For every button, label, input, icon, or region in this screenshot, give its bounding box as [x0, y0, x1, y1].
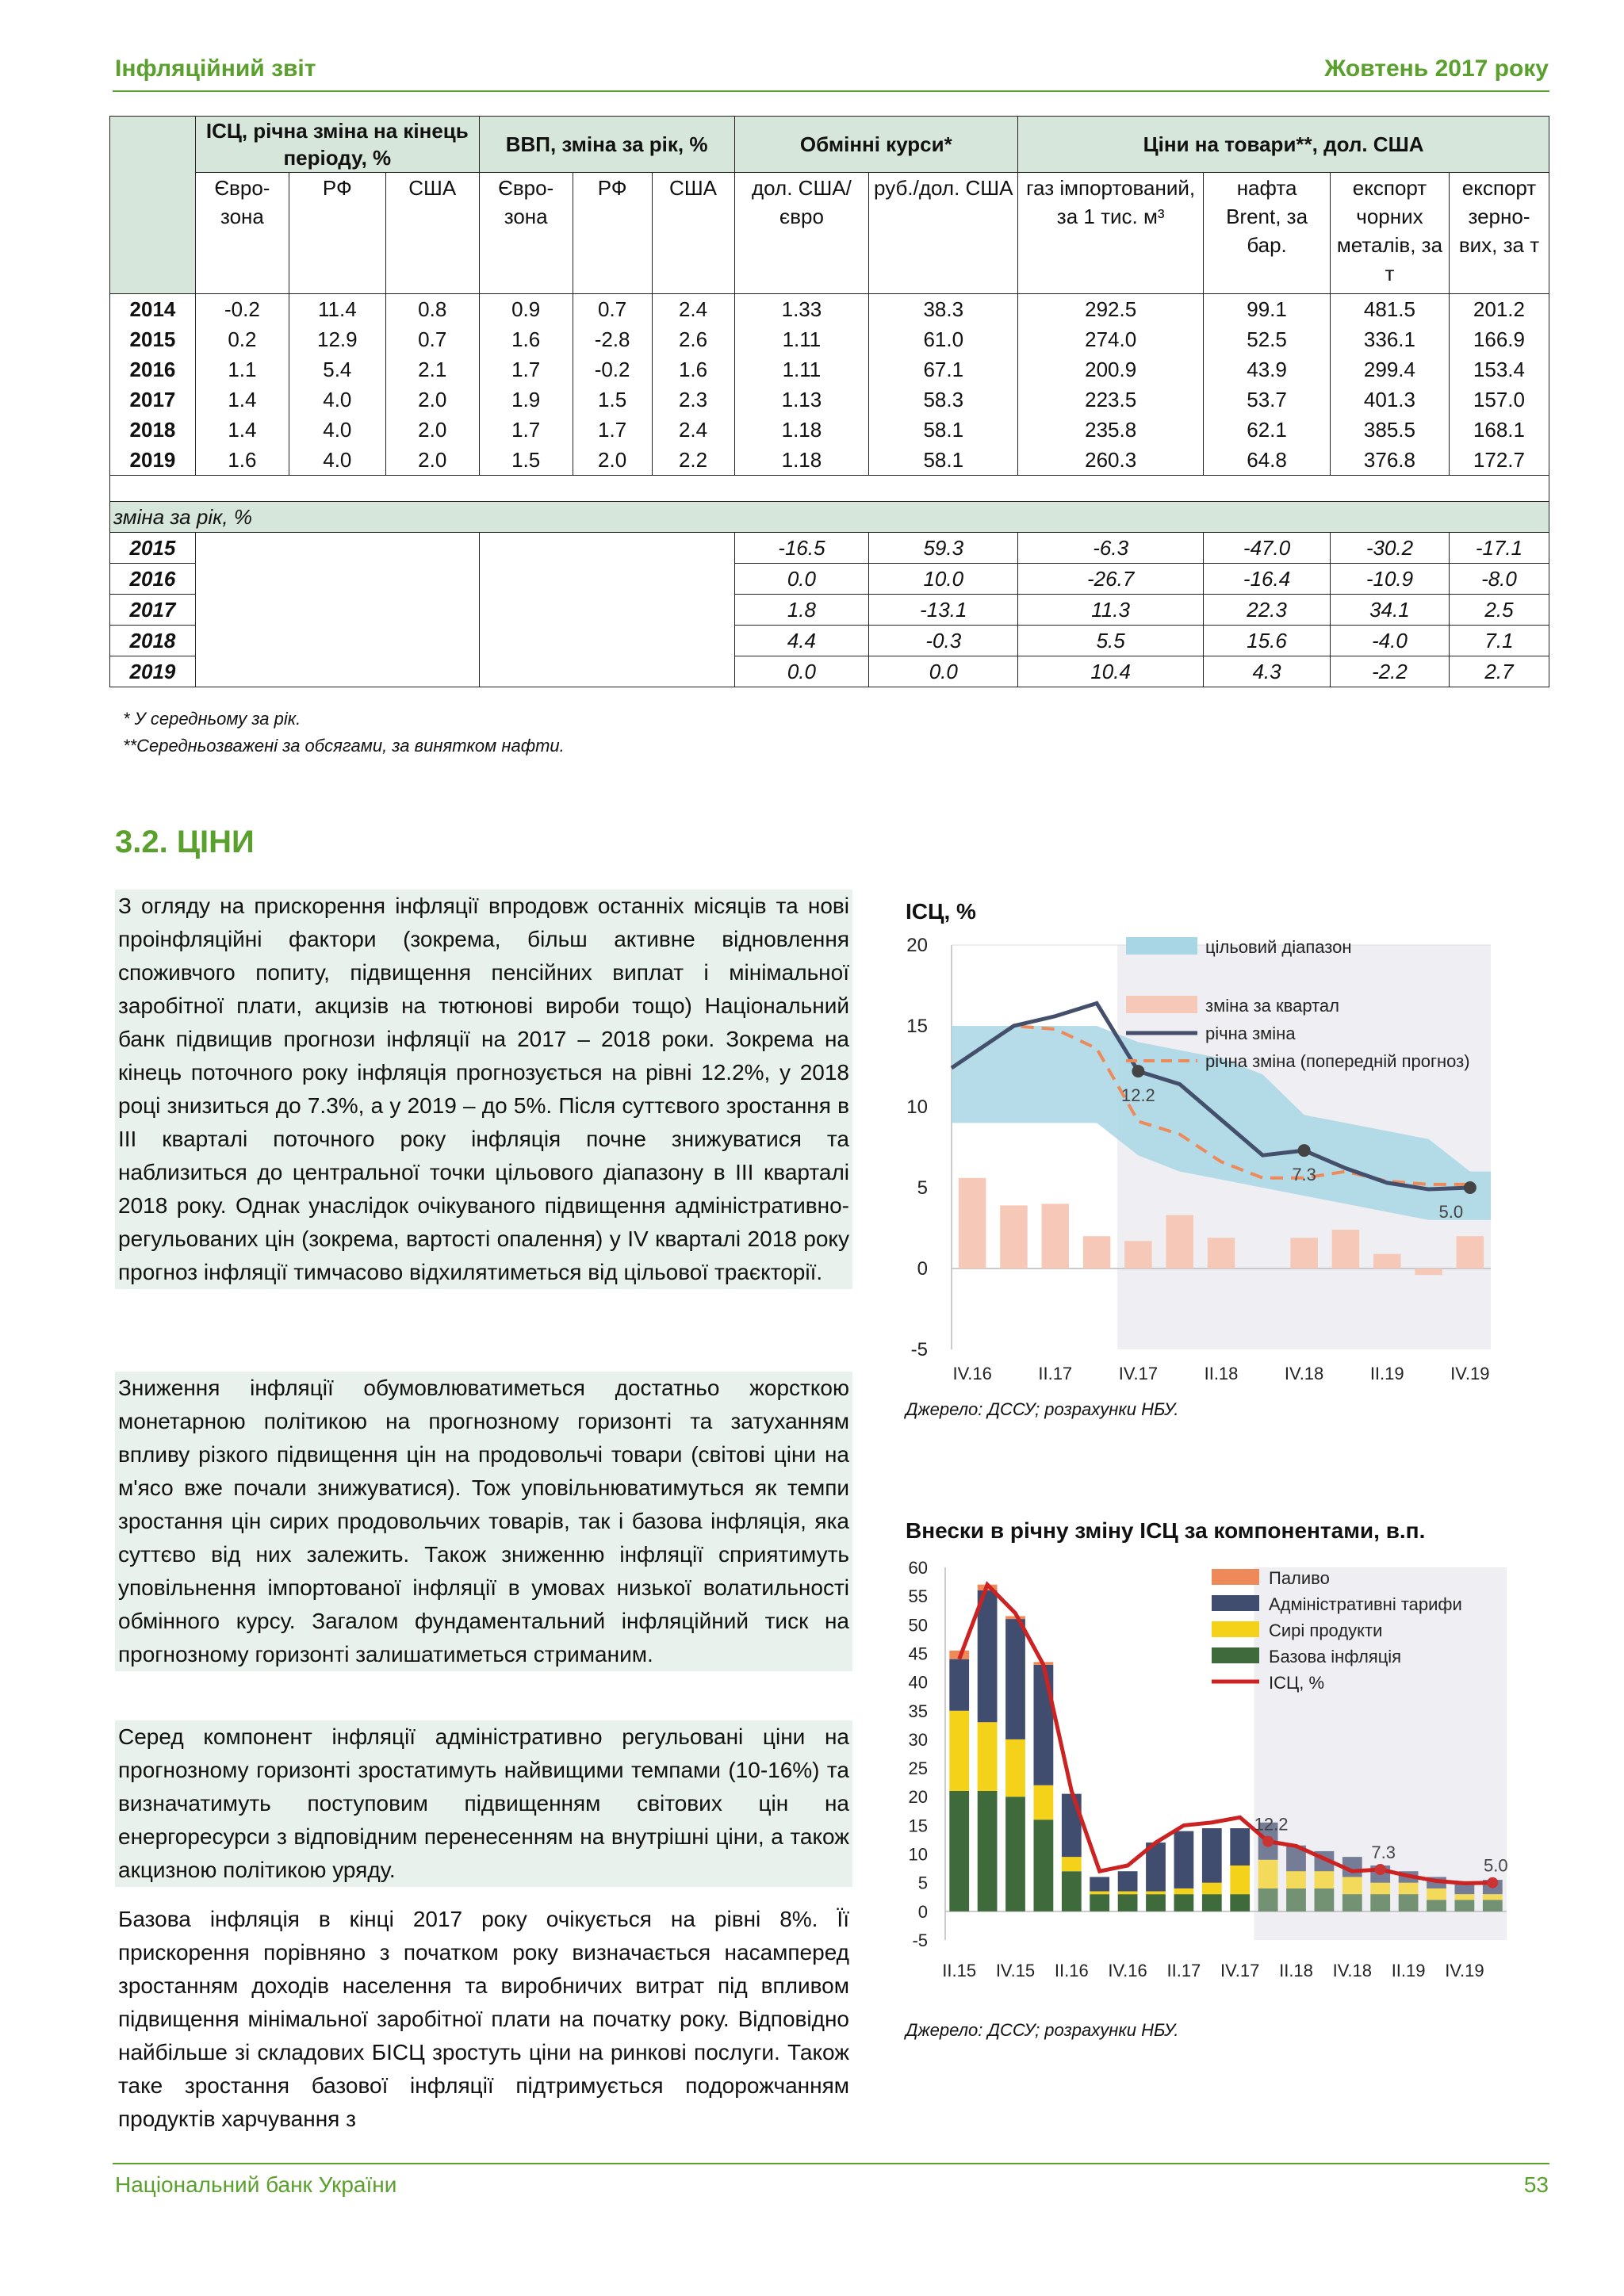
- table-cell: 274.0: [1018, 324, 1204, 354]
- forecast-table: [109, 116, 1549, 687]
- x-tick-label: IV.16: [952, 1364, 992, 1383]
- y-tick-label: 10: [908, 1844, 928, 1865]
- chart1-title: ІСЦ, %: [906, 899, 976, 924]
- col-grain: експорт зерно-вих, за т: [1449, 173, 1549, 294]
- legend-swatch: [1212, 1621, 1259, 1637]
- contribution-bar: [949, 1711, 969, 1791]
- paragraph-1: З огляду на прискорення інфляції впродовж останніх місяців та нові проінфляційні фактори (зокрема, більш активне відновлення споживчого попиту, підвищення пенсійних виплат і мінімальної заробітної плати, акцизів на тютюнові вироби тощо) Національний банк підвищив прогнози інфляції на 2017 – 2018 роки. Зокрема на кінець поточного року інфляція прогнозується на рівні 12.2%, у 2018 році знизиться до 7.3%, а у 2019 – до 5%. Після суттєвого зростання в ІІІ кварталі поточного року інфляція почне знижуватися та наблизиться до центральної точки цільового діапазону в ІІІ кварталі 2018 року. Однак унаслідок очікуваного підвищення адміністративно-регульованих цін (зокрема, вартості опалення) у ІV кварталі 2018 року прогноз інфляції тимчасово відхилятиметься від цільової траєкторії.: [115, 890, 852, 1289]
- table-cell: 1.6: [652, 354, 734, 385]
- row-year: 2014: [110, 294, 196, 325]
- y-tick-label: 0: [917, 1901, 928, 1922]
- change-cell: 11.3: [1018, 595, 1204, 626]
- change-cell: 22.3: [1204, 595, 1331, 626]
- row-year: 2017: [110, 385, 196, 415]
- paragraph-2: Зниження інфляції обумовлюватиметься достатньо жорсткою монетарною політикою на прогнозному горизонті та затуханням впливу різкого підвищення цін на продовольчі товари (світові ціни на м'ясо вже почали знижуватися). Тож уповільнюватимуться як темпи зростання цін сирих продовольчих товарів, так і базова інфляція, яка суттєво від них залежить. Також зниженню інфляції сприятимуть уповільнення імпортованої інфляції в умовах низької волатильності обмінного курсу. Загалом фундаментальний інфляційний тиск на прогнозному горизонті залишатиметься стриманим.: [115, 1372, 852, 1671]
- table-cell: 52.5: [1204, 324, 1331, 354]
- change-cell: -16.5: [734, 533, 869, 564]
- table-cell: 1.33: [734, 294, 869, 325]
- x-tick-label: IV.19: [1445, 1961, 1484, 1980]
- y-tick-label: 25: [908, 1758, 928, 1779]
- contribution-bar: [1034, 1820, 1054, 1911]
- x-tick-label: II.17: [1166, 1961, 1201, 1980]
- contribution-bar: [1062, 1794, 1082, 1858]
- chart2-title: Внески в річну зміну ІСЦ за компонентами, в.п.: [906, 1518, 1426, 1543]
- change-cell: 2.7: [1449, 656, 1549, 687]
- group-gdp: ВВП, зміна за рік, %: [479, 117, 734, 173]
- table-cell: 4.0: [289, 385, 385, 415]
- table-cell: 172.7: [1449, 445, 1549, 476]
- contribution-bar: [1258, 1888, 1278, 1911]
- y-tick-label: 20: [906, 935, 928, 956]
- table-cell: 1.1: [195, 354, 289, 385]
- level-row: [110, 445, 1549, 476]
- cpi-annotation: 7.3: [1371, 1843, 1396, 1863]
- table-cell: -0.2: [195, 294, 289, 325]
- y-tick-label: 30: [908, 1729, 928, 1750]
- footer-rule: [113, 2163, 1549, 2164]
- table-cell: 5.4: [289, 354, 385, 385]
- table-cell: 4.0: [289, 445, 385, 476]
- change-cell: 2.5: [1449, 595, 1549, 626]
- change-label: зміна за рік, %: [110, 502, 1549, 533]
- contribution-bar: [1455, 1900, 1475, 1911]
- y-tick-label: 5: [917, 1873, 928, 1893]
- contribution-bar: [1034, 1785, 1054, 1820]
- legend-label: Сирі продукти: [1269, 1621, 1383, 1640]
- table-cell: 166.9: [1449, 324, 1549, 354]
- table-cell: 168.1: [1449, 415, 1549, 445]
- contribution-bar: [1005, 1739, 1025, 1797]
- y-tick-label: 35: [908, 1701, 928, 1721]
- x-tick-label: II.18: [1279, 1961, 1313, 1980]
- cpi-forecast-chart: [888, 928, 1522, 1403]
- table-cell: 0.9: [479, 294, 573, 325]
- change-cell: -8.0: [1449, 564, 1549, 595]
- row-year: 2015: [110, 324, 196, 354]
- table-cell: 1.4: [195, 415, 289, 445]
- col-eurozone-cpi: Євро-зона: [195, 173, 289, 294]
- y-tick-label: 0: [917, 1258, 928, 1280]
- legend-swatch: [1212, 1569, 1259, 1585]
- contribution-bar: [1146, 1894, 1166, 1911]
- x-tick-label: IV.17: [1118, 1364, 1159, 1383]
- col-metals: експорт чорних металів, за т: [1331, 173, 1450, 294]
- contribution-bar: [1118, 1871, 1138, 1891]
- contribution-bar: [1202, 1883, 1222, 1894]
- spacer-row: [110, 476, 1549, 502]
- header-rule: [113, 90, 1549, 92]
- group-cpi: ІСЦ, річна зміна на кінець періоду, %: [195, 117, 479, 173]
- change-cell: 5.5: [1018, 626, 1204, 656]
- group-fx: Обмінні курси*: [734, 117, 1018, 173]
- y-tick-label: 55: [908, 1586, 928, 1607]
- col-brent: нафта Brent, за бар.: [1204, 173, 1331, 294]
- col-usa-gdp: США: [652, 173, 734, 294]
- x-tick-label: II.15: [942, 1961, 977, 1980]
- contribution-bar: [949, 1659, 969, 1711]
- level-row: [110, 324, 1549, 354]
- y-tick-label: 20: [908, 1787, 928, 1808]
- table-cell: 223.5: [1018, 385, 1204, 415]
- table-cell: 1.18: [734, 415, 869, 445]
- change-cell: 4.4: [734, 626, 869, 656]
- change-cell: -0.3: [869, 626, 1018, 656]
- change-cell: -6.3: [1018, 533, 1204, 564]
- table-cell: 153.4: [1449, 354, 1549, 385]
- quarterly-bar: [1083, 1236, 1111, 1269]
- change-cell: 1.8: [734, 595, 869, 626]
- table-cell: 2.0: [385, 445, 479, 476]
- table-cell: 67.1: [869, 354, 1018, 385]
- contribution-bar: [1483, 1894, 1503, 1900]
- col-rf-cpi: РФ: [289, 173, 385, 294]
- quarterly-bar: [1457, 1236, 1484, 1269]
- levels-body: [110, 294, 1549, 476]
- legend-label: річна зміна (попередній прогноз): [1205, 1051, 1470, 1071]
- table-cell: 0.2: [195, 324, 289, 354]
- table-cell: 1.7: [479, 354, 573, 385]
- legend-swatch-target: [1126, 937, 1197, 955]
- change-label-row: [110, 502, 1549, 533]
- annual-point: [1298, 1144, 1311, 1157]
- change-year: 2019: [110, 656, 196, 687]
- table-cell: 0.7: [385, 324, 479, 354]
- level-row: [110, 354, 1549, 385]
- table-cell: 200.9: [1018, 354, 1204, 385]
- contribution-bar: [1315, 1888, 1335, 1911]
- table-cell: 1.11: [734, 324, 869, 354]
- contribution-bar: [1090, 1877, 1109, 1891]
- contribution-bar: [1370, 1883, 1390, 1894]
- table-cell: 260.3: [1018, 445, 1204, 476]
- table-cell: 2.1: [385, 354, 479, 385]
- change-body: [110, 533, 1549, 687]
- change-cell: -13.1: [869, 595, 1018, 626]
- contribution-bar: [1090, 1892, 1109, 1895]
- table-cell: 58.1: [869, 415, 1018, 445]
- contribution-bar: [1005, 1619, 1025, 1739]
- level-row: [110, 415, 1549, 445]
- table-cell: 58.3: [869, 385, 1018, 415]
- paragraph-3: Серед компонент інфляції адміністративно регульовані ціни на прогнозному горизонті зростатимуть найвищими темпами (10-16%) та визначатимуть поступовим підвищенням світових цін на енергоресурси з відповідним перенесенням на внутрішні ціни, а також акцизною політикою уряду.: [115, 1720, 852, 1887]
- contribution-bar: [1286, 1888, 1306, 1911]
- contribution-bar: [1090, 1894, 1109, 1911]
- level-row: [110, 294, 1549, 325]
- table-cell: 0.7: [573, 294, 652, 325]
- change-cell: 10.4: [1018, 656, 1204, 687]
- table-cell: 2.0: [385, 415, 479, 445]
- table-cell: 299.4: [1331, 354, 1450, 385]
- x-tick-label: II.18: [1204, 1364, 1239, 1383]
- legend-label: річна зміна: [1205, 1024, 1296, 1043]
- annual-point: [1132, 1065, 1144, 1077]
- report-date: Жовтень 2017 року: [1324, 55, 1549, 82]
- table-cell: 11.4: [289, 294, 385, 325]
- legend-label: Адміністративні тарифи: [1269, 1594, 1462, 1614]
- change-cell: -17.1: [1449, 533, 1549, 564]
- annual-point: [1464, 1181, 1477, 1194]
- y-tick-label: 5: [917, 1177, 928, 1199]
- change-cell: 0.0: [869, 656, 1018, 687]
- table-cell: 2.0: [573, 445, 652, 476]
- contribution-bar: [1062, 1871, 1082, 1911]
- y-tick-label: 60: [908, 1558, 928, 1578]
- contribution-bar: [949, 1791, 969, 1911]
- table-cell: 99.1: [1204, 294, 1331, 325]
- legend-label: зміна за квартал: [1205, 996, 1339, 1016]
- contribution-bar: [1399, 1883, 1419, 1894]
- quarterly-bar: [1042, 1203, 1070, 1269]
- legend-label: Базова інфляція: [1269, 1647, 1402, 1667]
- annual-annotation: 7.3: [1292, 1165, 1316, 1185]
- col-eurozone-gdp: Євро-зона: [479, 173, 573, 294]
- table-cell: 2.4: [652, 294, 734, 325]
- quarterly-bar: [1415, 1269, 1442, 1275]
- cpi-contributions-chart: [888, 1550, 1522, 1994]
- change-cell: 59.3: [869, 533, 1018, 564]
- quarterly-bar: [1166, 1215, 1193, 1269]
- note-average: * У середньому за рік.: [123, 709, 301, 729]
- contribution-bar: [978, 1590, 998, 1722]
- legend-swatch-quarterly: [1126, 996, 1197, 1013]
- change-cell: -47.0: [1204, 533, 1331, 564]
- change-cell: 7.1: [1449, 626, 1549, 656]
- change-cell: 0.0: [734, 564, 869, 595]
- col-rub-usd: руб./дол. США: [869, 173, 1018, 294]
- table-cell: 38.3: [869, 294, 1018, 325]
- table-cell: 336.1: [1331, 324, 1450, 354]
- table-cell: 62.1: [1204, 415, 1331, 445]
- quarterly-bar: [959, 1178, 986, 1269]
- y-tick-label: 15: [908, 1816, 928, 1836]
- x-tick-label: II.16: [1054, 1961, 1089, 1980]
- chart1-source: Джерело: ДССУ; розрахунки НБУ.: [906, 1399, 1179, 1419]
- x-tick-label: IV.15: [995, 1961, 1036, 1980]
- contribution-bar: [1118, 1894, 1138, 1911]
- table-cell: 157.0: [1449, 385, 1549, 415]
- table-cell: 58.1: [869, 445, 1018, 476]
- contribution-bar: [1427, 1900, 1446, 1911]
- corner-cell: [110, 117, 196, 294]
- change-cell: -26.7: [1018, 564, 1204, 595]
- footer-bank: Національний банк України: [115, 2172, 397, 2197]
- table-cell: 53.7: [1204, 385, 1331, 415]
- table-cell: 1.6: [479, 324, 573, 354]
- row-year: 2016: [110, 354, 196, 385]
- group-header-row: [110, 117, 1549, 173]
- contribution-bar: [1230, 1828, 1250, 1866]
- contribution-bar: [1062, 1857, 1082, 1871]
- contribution-bar: [1005, 1797, 1025, 1911]
- contribution-bar: [1202, 1828, 1222, 1883]
- cpi-point: [1262, 1836, 1274, 1847]
- contribution-bar: [1427, 1888, 1446, 1900]
- contribution-bar: [1258, 1860, 1278, 1888]
- y-tick-label: 50: [908, 1615, 928, 1636]
- contribution-bar: [1342, 1894, 1362, 1911]
- legend-label: Паливо: [1269, 1568, 1330, 1588]
- change-year: 2017: [110, 595, 196, 626]
- contribution-bar: [1230, 1866, 1250, 1894]
- contribution-bar: [1174, 1888, 1194, 1894]
- y-tick-label: 45: [908, 1644, 928, 1664]
- cpi-annotation: 5.0: [1484, 1855, 1508, 1876]
- col-gas: газ імпортований, за 1 тис. м³: [1018, 173, 1204, 294]
- table-cell: -0.2: [573, 354, 652, 385]
- note-weighted: **Середньозважені за обсягами, за винятком нафти.: [123, 736, 565, 756]
- table-cell: 1.5: [479, 445, 573, 476]
- annual-annotation: 5.0: [1438, 1202, 1464, 1222]
- row-year: 2019: [110, 445, 196, 476]
- table-cell: 385.5: [1331, 415, 1450, 445]
- contribution-bar: [1202, 1894, 1222, 1911]
- table-cell: -2.8: [573, 324, 652, 354]
- contribution-bar: [1455, 1894, 1475, 1900]
- x-tick-label: IV.18: [1332, 1961, 1372, 1980]
- change-cell: -16.4: [1204, 564, 1331, 595]
- col-rf-gdp: РФ: [573, 173, 652, 294]
- contribution-bar: [1174, 1894, 1194, 1911]
- y-tick-label: 15: [906, 1016, 928, 1037]
- table-cell: 1.18: [734, 445, 869, 476]
- contribution-bar: [1230, 1894, 1250, 1911]
- table-cell: 1.4: [195, 385, 289, 415]
- table-cell: 292.5: [1018, 294, 1204, 325]
- change-cell: -30.2: [1331, 533, 1450, 564]
- legend-swatch: [1212, 1595, 1259, 1611]
- level-row: [110, 385, 1549, 415]
- section-title: 3.2. ЦІНИ: [115, 825, 255, 859]
- table-notes: [123, 706, 565, 760]
- col-usd-eur: дол. США/євро: [734, 173, 869, 294]
- table-cell: 2.0: [385, 385, 479, 415]
- contribution-bar: [1399, 1894, 1419, 1911]
- quarterly-bar: [1373, 1254, 1401, 1269]
- quarterly-bar: [1000, 1205, 1028, 1269]
- change-cell: -4.0: [1331, 626, 1450, 656]
- change-cell: 34.1: [1331, 595, 1450, 626]
- page-number: 53: [1523, 2172, 1549, 2197]
- x-tick-label: IV.17: [1220, 1961, 1260, 1980]
- x-tick-label: IV.18: [1284, 1364, 1324, 1383]
- table-cell: 401.3: [1331, 385, 1450, 415]
- contribution-bar: [1174, 1831, 1194, 1888]
- empty-block: [195, 533, 479, 687]
- table-cell: 2.6: [652, 324, 734, 354]
- table-cell: 61.0: [869, 324, 1018, 354]
- contribution-bar: [1118, 1892, 1138, 1895]
- legend-label: ІСЦ, %: [1269, 1673, 1325, 1693]
- contribution-bar: [978, 1791, 998, 1911]
- x-tick-label: II.17: [1038, 1364, 1073, 1383]
- table-cell: 1.13: [734, 385, 869, 415]
- quarterly-bar: [1208, 1238, 1235, 1269]
- column-header-row: [110, 173, 1549, 294]
- contribution-bar: [978, 1722, 998, 1791]
- legend-label: цільовий діапазон: [1205, 937, 1352, 957]
- change-row: [110, 533, 1549, 564]
- x-tick-label: IV.16: [1108, 1961, 1147, 1980]
- y-tick-label: 40: [908, 1672, 928, 1693]
- y-tick-label: -5: [910, 1339, 928, 1360]
- change-cell: 15.6: [1204, 626, 1331, 656]
- table-cell: 0.8: [385, 294, 479, 325]
- change-cell: 4.3: [1204, 656, 1331, 687]
- x-tick-label: II.19: [1391, 1961, 1426, 1980]
- legend-swatch: [1212, 1647, 1259, 1663]
- table-cell: 2.4: [652, 415, 734, 445]
- table-cell: 481.5: [1331, 294, 1450, 325]
- quarterly-bar: [1290, 1238, 1318, 1269]
- table-cell: 376.8: [1331, 445, 1450, 476]
- table-cell: 2.2: [652, 445, 734, 476]
- contribution-bar: [1370, 1894, 1390, 1911]
- table-cell: 1.5: [573, 385, 652, 415]
- table-cell: 1.7: [573, 415, 652, 445]
- annual-annotation: 12.2: [1120, 1085, 1155, 1106]
- table-cell: 4.0: [289, 415, 385, 445]
- x-tick-label: II.19: [1369, 1364, 1404, 1383]
- table-cell: 43.9: [1204, 354, 1331, 385]
- quarterly-bar: [1124, 1241, 1152, 1269]
- y-tick-label: -5: [912, 1931, 928, 1950]
- table-cell: 1.9: [479, 385, 573, 415]
- quarterly-bar: [1332, 1230, 1360, 1269]
- contribution-bar: [1342, 1877, 1362, 1894]
- x-tick-label: IV.19: [1450, 1364, 1490, 1383]
- paragraph-4: Базова інфляція в кінці 2017 року очікується на рівні 8%. Її прискорення порівняно з початком року визначається насамперед зростанням доходів населення та виробничих витрат під впливом підвищення мінімальної заробітної плати на початку року. Відповідно найбільше зі складових БІСЦ зростуть ціни на ринкові послуги. Також таке зростання базової інфляції підтримується подорожчанням продуктів харчування з: [118, 1907, 849, 2131]
- contribution-bar: [1034, 1665, 1054, 1785]
- contribution-bar: [1315, 1871, 1335, 1888]
- contribution-bar: [1286, 1871, 1306, 1888]
- cpi-point: [1375, 1864, 1386, 1875]
- table-cell: 2.3: [652, 385, 734, 415]
- table-cell: 1.7: [479, 415, 573, 445]
- cpi-point: [1487, 1877, 1498, 1888]
- table-cell: 64.8: [1204, 445, 1331, 476]
- empty-block: [479, 533, 734, 687]
- col-usa-cpi: США: [385, 173, 479, 294]
- table-cell: 12.9: [289, 324, 385, 354]
- change-year: 2018: [110, 626, 196, 656]
- contribution-bar: [1483, 1900, 1503, 1911]
- table-cell: 1.11: [734, 354, 869, 385]
- change-cell: 10.0: [869, 564, 1018, 595]
- change-cell: -10.9: [1331, 564, 1450, 595]
- report-title: Інфляційний звіт: [115, 55, 316, 82]
- table-cell: 235.8: [1018, 415, 1204, 445]
- table-cell: 1.6: [195, 445, 289, 476]
- cpi-annotation: 12.2: [1254, 1814, 1289, 1835]
- chart2-source: Джерело: ДССУ; розрахунки НБУ.: [906, 2020, 1179, 2040]
- row-year: 2018: [110, 415, 196, 445]
- change-cell: 0.0: [734, 656, 869, 687]
- change-year: 2016: [110, 564, 196, 595]
- contribution-bar: [1146, 1892, 1166, 1895]
- change-cell: -2.2: [1331, 656, 1450, 687]
- group-commodities: Ціни на товари**, дол. США: [1018, 117, 1549, 173]
- change-year: 2015: [110, 533, 196, 564]
- table-cell: 201.2: [1449, 294, 1549, 325]
- y-tick-label: 10: [906, 1096, 928, 1118]
